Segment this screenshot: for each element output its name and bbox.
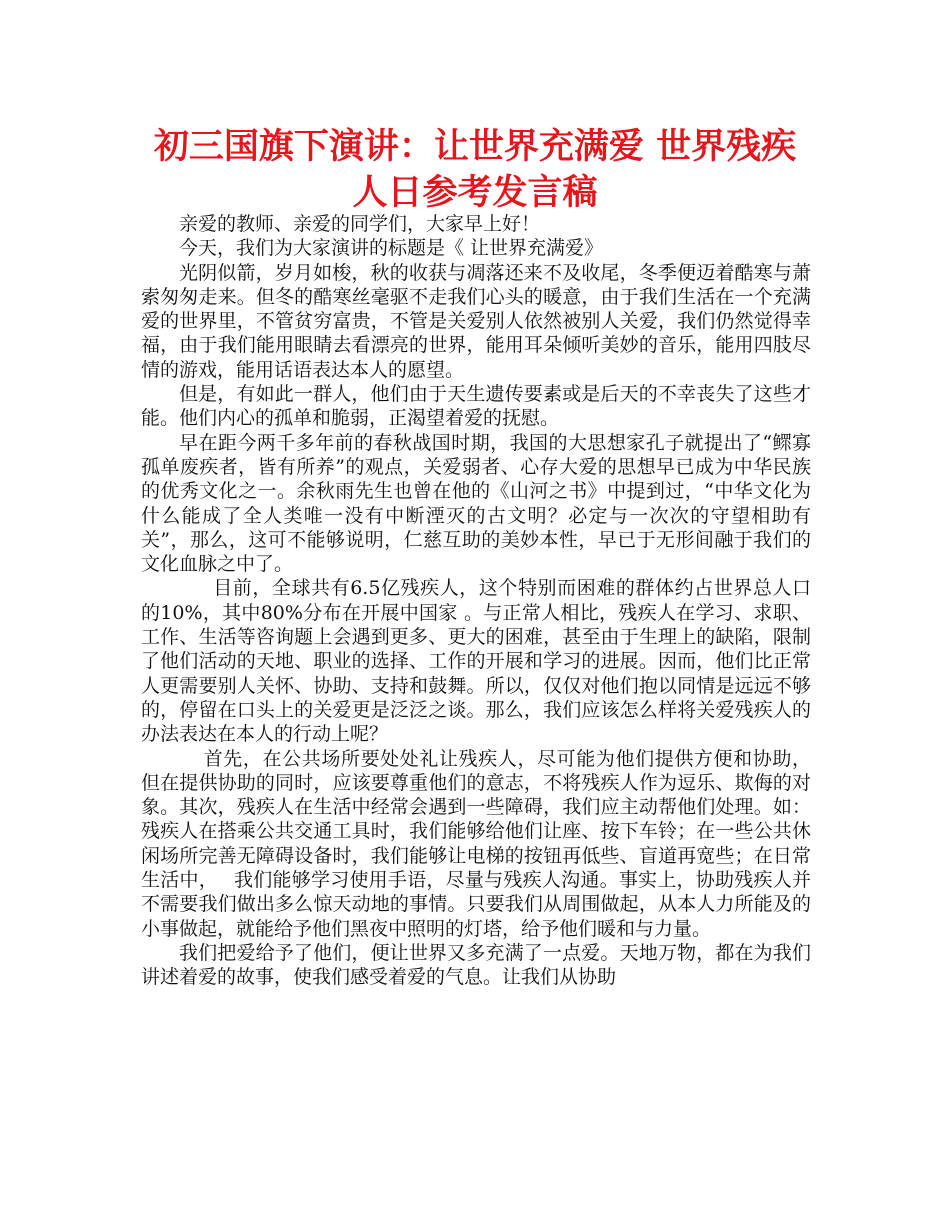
paragraph-topic: 今天，我们为大家演讲的标题是《 让世界充满爱》 — [179, 237, 604, 260]
document-body — [141, 212, 811, 990]
paragraph-seasons: 光阴似箭，岁月如梭，秋的收获与凋落还来不及收尾，冬季便迈着酷寒与萧索匆匆走来。但冬的酷寒丝毫驱不走我们心头的暖意，由于我们生活在一个充满爱的世界里，不管贫穷富贵，不管是关爱别人依然被别人关爱，我们仍然觉得幸福，由于我们能用眼睛去看漂亮的世界，能用耳朵倾听美妙的音乐，能用四肢尽情的游戏，能用话语表达本人的愿望。 — [141, 261, 811, 381]
paragraph-actions: 首先，在公共场所要处处礼让残疾人，尽可能为他们提供方便和协助，但在提供协助的同时，应该要尊重他们的意志，不将残疾人作为逗乐、欺侮的对象。其次，残疾人在生活中经常会遇到一些障碍，我们应主动帮他们处理。如：残疾人在搭乘公共交通工具时，我们能够给他们让座、按下车铃；在一些公共休闲场所完善无障碍设备时，我们能够让电梯的按钮再低些、盲道再宽些；在日常生活中， 我们能够学习使用手语，尽量与残疾人沟通。事实上，协助残疾人并不需要我们做出多么惊天动地的事情。只要我们从周围做起，从本人力所能及的小事做起，就能给予他们黑夜中照明的灯塔，给予他们暖和与力量。 — [141, 747, 811, 940]
paragraph-statistics: 目前，全球共有6.5亿残疾人，这个特别而困难的群体约占世界总人口的10%，其中80%分布在开展中国家 。与正常人相比，残疾人在学习、求职、工作、生活等咨询题上会遇到更多、更大的困难，甚至由于生理上的缺陷，限制了他们活动的天地、职业的选择、工作的开展和学习的进展。因而，他们比正常人更需要别人关怀、协助、支持和鼓舞。所以，仅仅对他们抱以同情是远远不够的，停留在口头上的关爱更是泛泛之谈。那么，我们应该怎么样将关爱残疾人的办法表达在本人的行动上呢？ — [141, 577, 811, 746]
paragraph-greeting: 亲爱的教师、亲爱的同学们，大家早上好！ — [179, 213, 541, 235]
paragraph-disabled-group: 但是，有如此一群人，他们由于天生遗传要素或是后天的不幸丧失了这些才能。他们内心的孤单和脆弱，正渴望着爱的抚慰。 — [141, 383, 811, 430]
document-title: 初三国旗下演讲：让世界充满爱 世界残疾人日参考发言稿 — [153, 127, 797, 213]
paragraph-closing: 我们把爱给予了他们，便让世界又多充满了一点爱。天地万物，都在为我们讲述着爱的故事，使我们感受着爱的气息。让我们从协助 — [141, 941, 811, 989]
paragraph-history: 早在距今两千多年前的春秋战国时期，我国的大思想家孔子就提出了“鳏寡孤单废疾者，皆有所养”的观点，关爱弱者、心存大爱的思想早已成为中华民族的优秀文化之一。余秋雨先生也曾在他的《山河之书》中提到过，“中华文化为什么能成了全人类唯一没有中断湮灭的古文明？必定与一次次的守望相助有关”，那么，这可不能够说明，仁慈互助的美妙本性，早已于无形间融于我们的文化血脉之中了。 — [141, 431, 811, 576]
